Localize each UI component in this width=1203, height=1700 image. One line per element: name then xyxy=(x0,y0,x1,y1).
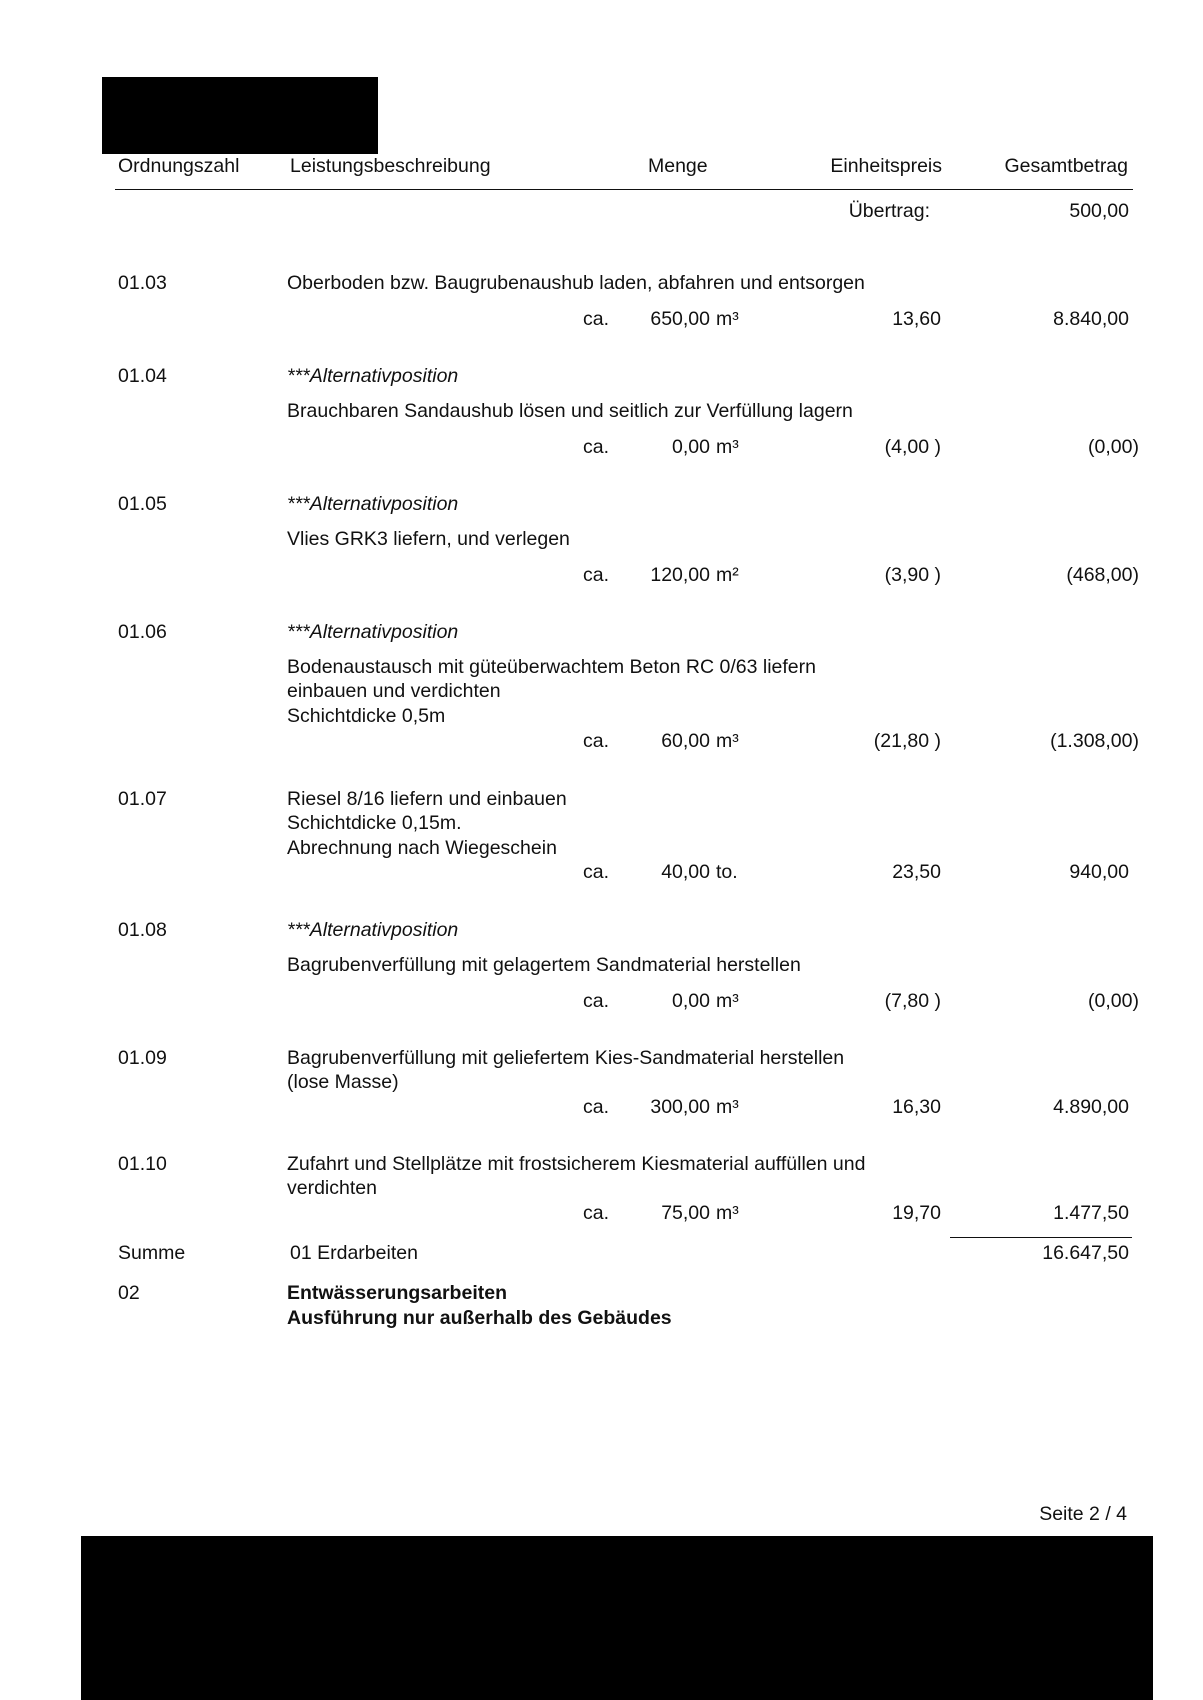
total-amount: 1.477,50 xyxy=(1053,1202,1129,1224)
position-description-line: Bodenaustausch mit güteüberwachtem Beton RC 0/63 liefern xyxy=(287,656,816,678)
position-description-line: Vlies GRK3 liefern, und verlegen xyxy=(287,528,570,550)
quantity: 120,00 xyxy=(650,564,710,586)
total-amount: (0,00) xyxy=(1088,436,1139,458)
section-subtitle: Ausführung nur außerhalb des Gebäudes xyxy=(287,1307,672,1329)
unit: m³ xyxy=(716,436,739,458)
quantity: 75,00 xyxy=(661,1202,710,1224)
position-description-line: Riesel 8/16 liefern und einbauen xyxy=(287,788,567,810)
position-description-line: Bagrubenverfüllung mit geliefertem Kies-Sandmaterial herstellen xyxy=(287,1047,845,1069)
redacted-footer-block xyxy=(81,1536,1153,1700)
unit: m³ xyxy=(716,308,739,330)
section-title: Entwässerungsarbeiten xyxy=(287,1282,507,1304)
quantity: 60,00 xyxy=(661,730,710,752)
unit: m³ xyxy=(716,990,739,1012)
quantity: 40,00 xyxy=(661,861,710,883)
unit-price: 13,60 xyxy=(892,308,941,330)
alternative-position-label: ***Alternativposition xyxy=(287,621,459,643)
position-description-line: einbauen und verdichten xyxy=(287,680,501,702)
position-number: 01.08 xyxy=(118,919,167,941)
approx-label: ca. xyxy=(583,861,610,883)
position-description-line: Schichtdicke 0,15m. xyxy=(287,812,462,834)
position-description-line: (lose Masse) xyxy=(287,1071,399,1093)
position-number: 01.04 xyxy=(118,365,167,387)
unit-price: (21,80 ) xyxy=(873,730,941,752)
quantity: 0,00 xyxy=(672,436,710,458)
col-header-einheitspreis: Einheitspreis xyxy=(830,155,942,177)
approx-label: ca. xyxy=(583,730,610,752)
position-description-line: Schichtdicke 0,5m xyxy=(287,705,446,727)
total-amount: (1.308,00) xyxy=(1050,730,1139,752)
position-number: 01.03 xyxy=(118,272,167,294)
total-amount: 8.840,00 xyxy=(1053,308,1129,330)
carryover-label: Übertrag: xyxy=(848,200,930,222)
quantity: 650,00 xyxy=(650,308,710,330)
section-number: 02 xyxy=(118,1282,140,1304)
sum-label: Summe xyxy=(118,1242,186,1264)
alternative-position-label: ***Alternativposition xyxy=(287,493,459,515)
approx-label: ca. xyxy=(583,308,610,330)
unit-price: (3,90 ) xyxy=(884,564,941,586)
col-header-gesamtbetrag: Gesamtbetrag xyxy=(1004,155,1128,177)
unit-price: 23,50 xyxy=(892,861,941,883)
unit: m³ xyxy=(716,730,739,752)
approx-label: ca. xyxy=(583,564,610,586)
position-description-line: Brauchbaren Sandaushub lösen und seitlich zur Verfüllung lagern xyxy=(287,400,853,422)
position-description-line: Zufahrt und Stellplätze mit frostsicherem Kiesmaterial auffüllen und xyxy=(287,1153,866,1175)
position-description-line: Abrechnung nach Wiegeschein xyxy=(287,837,557,859)
unit: m³ xyxy=(716,1096,739,1118)
sum-rule xyxy=(950,1237,1132,1238)
page-number: Seite 2 / 4 xyxy=(1039,1503,1127,1525)
position-number: 01.06 xyxy=(118,621,167,643)
redacted-logo-block xyxy=(102,77,378,154)
sum-amount: 16.647,50 xyxy=(1042,1242,1129,1264)
position-description-line: Oberboden bzw. Baugrubenaushub laden, abfahren und entsorgen xyxy=(287,272,865,294)
total-amount: 940,00 xyxy=(1069,861,1129,883)
approx-label: ca. xyxy=(583,436,610,458)
position-description-line: Bagrubenverfüllung mit gelagertem Sandmaterial herstellen xyxy=(287,954,801,976)
unit-price: (4,00 ) xyxy=(884,436,941,458)
total-amount: 4.890,00 xyxy=(1053,1096,1129,1118)
unit-price: 19,70 xyxy=(892,1202,941,1224)
position-description-line: verdichten xyxy=(287,1177,377,1199)
quantity: 300,00 xyxy=(650,1096,710,1118)
header-rule xyxy=(115,189,1133,190)
sum-title: 01 Erdarbeiten xyxy=(290,1242,418,1264)
col-header-menge: Menge xyxy=(648,155,708,177)
total-amount: (0,00) xyxy=(1088,990,1139,1012)
approx-label: ca. xyxy=(583,1202,610,1224)
approx-label: ca. xyxy=(583,990,610,1012)
unit: to. xyxy=(716,861,738,883)
position-number: 01.10 xyxy=(118,1153,167,1175)
approx-label: ca. xyxy=(583,1096,610,1118)
total-amount: (468,00) xyxy=(1066,564,1139,586)
position-number: 01.07 xyxy=(118,788,167,810)
alternative-position-label: ***Alternativposition xyxy=(287,365,459,387)
col-header-leistungsbeschreibung: Leistungsbeschreibung xyxy=(290,155,491,177)
quantity: 0,00 xyxy=(672,990,710,1012)
unit: m³ xyxy=(716,1202,739,1224)
position-number: 01.05 xyxy=(118,493,167,515)
unit-price: (7,80 ) xyxy=(884,990,941,1012)
alternative-position-label: ***Alternativposition xyxy=(287,919,459,941)
unit: m² xyxy=(716,564,739,586)
unit-price: 16,30 xyxy=(892,1096,941,1118)
carryover-amount: 500,00 xyxy=(1069,200,1129,222)
position-number: 01.09 xyxy=(118,1047,167,1069)
col-header-ordnungszahl: Ordnungszahl xyxy=(118,155,240,177)
